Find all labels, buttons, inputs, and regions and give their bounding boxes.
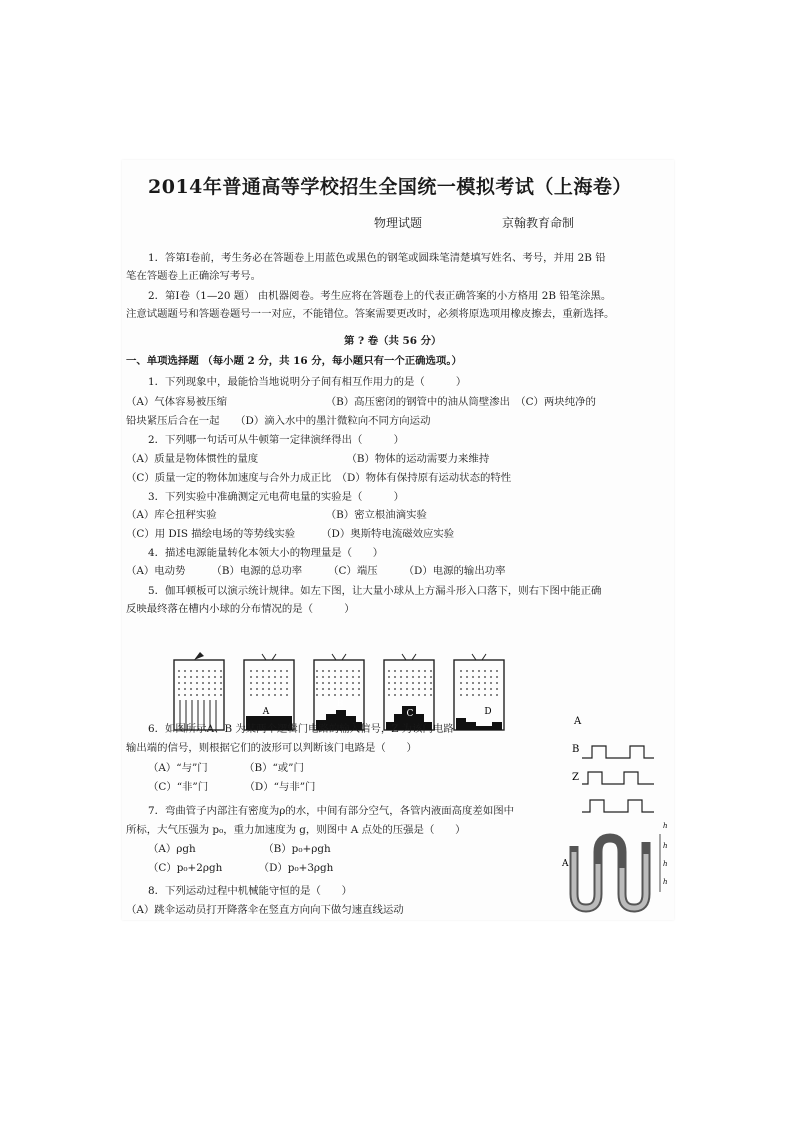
q7-stem: 7．弯曲管子内部注有密度为ρ的水，中间有部分空气，各管内液面高度差如图中 bbox=[148, 805, 514, 817]
q2-stem: 2．下列哪一句话可从牛顿第一定律演绎得出（ ） bbox=[148, 434, 404, 446]
point-a-label: A bbox=[562, 859, 569, 869]
q3-options: （C）用 DIS 描绘电场的等势线实验 （D）奥斯特电流磁效应实验 bbox=[126, 528, 455, 540]
option-label: C bbox=[406, 709, 414, 719]
option-label: B bbox=[336, 699, 344, 709]
waveform-a bbox=[582, 746, 654, 758]
q7-options: （C）p₀+2ρgh （D）p₀+3ρgh bbox=[148, 862, 334, 874]
q3-options: （A）库仑扭秤实验 （B）密立根油滴实验 bbox=[126, 509, 427, 521]
q6-stem: 6．如图所示A、B 为某两个逻辑门电路的输入信号，Z 为该门电路 bbox=[148, 723, 454, 735]
logic-waveform-figure bbox=[564, 712, 664, 822]
height-label: h bbox=[663, 860, 668, 868]
instruction-line: 2．第Ⅰ卷（1—20 题） 由机器阅卷。考生应将在答题卷上的代表正确答案的小方格用 2B 铅笔涂黑。 bbox=[148, 290, 612, 302]
section-heading: 第 ? 卷（共 56 分） bbox=[344, 335, 442, 347]
waveform-b bbox=[582, 772, 654, 784]
q4-options: （A）电动势 （B）电源的总功率 （C）端压 （D）电源的输出功率 bbox=[126, 565, 506, 577]
wave-label-z: Z bbox=[572, 772, 579, 783]
q8-stem: 8．下列运动过程中机械能守恒的是（ ） bbox=[148, 885, 353, 897]
q5-stem-cont: 反映最终落在槽内小球的分布情况的是（ ） bbox=[126, 603, 355, 615]
q2-options: （A）质量是物体惯性的量度 （B）物体的运动需要力来维持 bbox=[126, 453, 490, 465]
q2-options: （C）质量一定的物体加速度与合外力成正比 （D）物体有保持原有运动状态的特性 bbox=[126, 472, 512, 484]
q1-options: （A）气体容易被压缩 （B）高压密闭的钢管中的油从筒壁渗出 （C）两块纯净的 bbox=[126, 396, 596, 408]
q1-stem: 1．下列现象中，最能恰当地说明分子间有相互作用力的是（ ） bbox=[148, 376, 467, 388]
q5-stem: 5．伽耳顿板可以演示统计规律。如左下图，让大量小球从上方漏斗形入口落下，则右下图中能正确 bbox=[148, 585, 602, 597]
u-tube-figure bbox=[560, 812, 672, 918]
q7-stem-cont: 所标，大气压强为 p₀，重力加速度为 g，则图中 A 点处的压强是（ ） bbox=[126, 824, 466, 836]
option-label: D bbox=[484, 707, 492, 717]
galton-box-option bbox=[384, 654, 434, 730]
q6-stem-cont: 输出端的信号，则根据它们的波形可以判断该门电路是（ ） bbox=[126, 742, 417, 754]
wave-label-b: B bbox=[572, 744, 580, 755]
wave-label-a: A bbox=[574, 716, 582, 727]
q6-options: （A）“与”门 （B）“或”门 bbox=[148, 762, 304, 774]
part-heading: 一、单项选择题 （每小题 2 分，共 16 分，每小题只有一个正确选项。） bbox=[126, 355, 462, 367]
q7-options: （A）ρgh （B）p₀+ρgh bbox=[148, 843, 331, 855]
height-label: h bbox=[663, 878, 668, 886]
galton-box-source bbox=[174, 652, 224, 730]
galton-box-option bbox=[454, 654, 504, 730]
option-label: A bbox=[262, 707, 270, 717]
q6-options: （C）“非”门 （D）“与非”门 bbox=[148, 781, 316, 793]
waveform-z bbox=[582, 800, 654, 812]
q8-options: （A）跳伞运动员打开降落伞在竖直方向向下做匀速直线运动 bbox=[126, 904, 404, 916]
exam-title: 2014年普通高等学校招生全国统一模拟考试（上海卷） bbox=[148, 176, 632, 198]
instruction-line: 1．答第Ⅰ卷前，考生务必在答题卷上用蓝色或黑色的钢笔或圆珠笔清楚填写姓名、考号，并用 2B 铅 bbox=[148, 252, 606, 264]
galton-box-option bbox=[244, 654, 294, 730]
subject-label: 物理试题 bbox=[374, 216, 423, 230]
instruction-line: 笔在答题卷上正确涂写考号。 bbox=[126, 270, 262, 282]
instruction-line: 注意试题题号和答题卷题号一一对应，不能错位。答案需要更改时，必须将原选项用橡皮擦去，重新选择。 bbox=[126, 308, 615, 320]
q3-stem: 3．下列实验中准确测定元电荷电量的实验是（ ） bbox=[148, 491, 404, 503]
q1-options: 铅块紧压后合在一起 （D）滴入水中的墨汁微粒向不同方向运动 bbox=[126, 415, 431, 427]
q4-stem: 4．描述电源能量转化本领大小的物理量是（ ） bbox=[148, 547, 384, 559]
height-label: h bbox=[663, 842, 668, 850]
height-label: h bbox=[663, 822, 668, 830]
galton-box-option bbox=[314, 654, 364, 730]
publisher-label: 京翰教育命制 bbox=[502, 216, 575, 230]
bent-tube bbox=[574, 838, 646, 908]
